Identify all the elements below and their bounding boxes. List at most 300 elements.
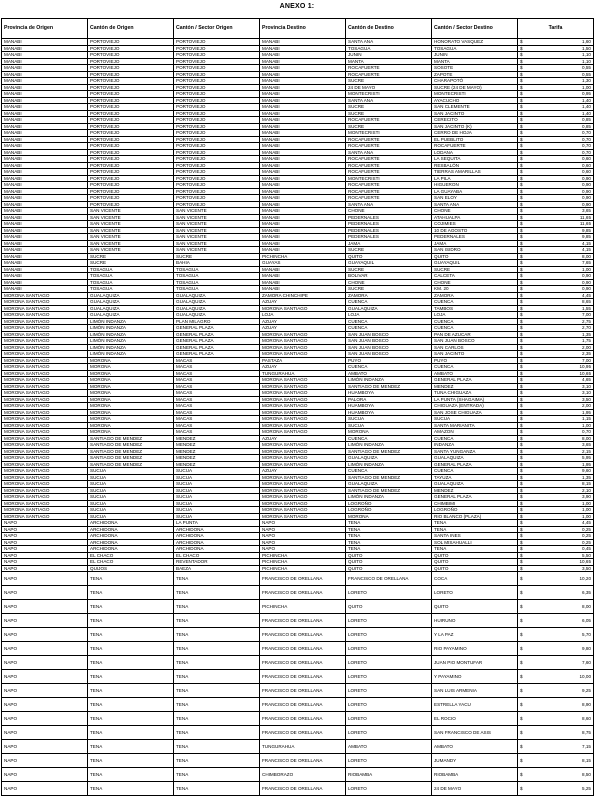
- cell-sector-origen: PORTOVIEJO: [174, 162, 260, 169]
- cell-tarifa: 2,00: [526, 344, 594, 351]
- cell-canton-destino: SUCRE: [346, 266, 432, 273]
- cell-tarifa: 9,85: [526, 234, 594, 241]
- cell-currency: $: [518, 586, 526, 600]
- cell-sector-origen: PORTOVIEJO: [174, 84, 260, 91]
- cell-canton-destino: QUITO: [346, 559, 432, 566]
- cell-tarifa: 0,60: [526, 162, 594, 169]
- cell-currency: $: [518, 642, 526, 656]
- cell-tarifa: 1,00: [526, 266, 594, 273]
- cell-provincia-origen: MANABI: [2, 65, 88, 72]
- cell-provincia-origen: MANABI: [2, 188, 88, 195]
- cell-provincia-destino: MORONA SANTIAGO: [260, 396, 346, 403]
- cell-sector-origen: MACAS: [174, 409, 260, 416]
- cell-provincia-origen: MORONA SANTIAGO: [2, 500, 88, 507]
- cell-tarifa: 0,70: [526, 143, 594, 150]
- cell-provincia-origen: MANABI: [2, 273, 88, 280]
- cell-canton-destino: BOLIVAR: [346, 273, 432, 280]
- cell-sector-origen: SUCUA: [174, 507, 260, 514]
- cell-currency: $: [518, 500, 526, 507]
- cell-provincia-origen: MANABI: [2, 234, 88, 241]
- cell-tarifa: 0,70: [526, 136, 594, 143]
- cell-canton-destino: SAN JUAN BOSCO: [346, 331, 432, 338]
- cell-provincia-origen: NAPO: [2, 559, 88, 566]
- cell-sector-destino: TENA: [432, 526, 518, 533]
- cell-tarifa: 0,90: [526, 273, 594, 280]
- cell-tarifa: 10,95: [526, 364, 594, 371]
- cell-canton-destino: LORETO: [346, 684, 432, 698]
- cell-canton-destino: GUALAQUIZA: [346, 481, 432, 488]
- cell-currency: $: [518, 104, 526, 111]
- cell-sector-origen: MENDEZ: [174, 435, 260, 442]
- cell-canton-destino: LOGROÑO: [346, 500, 432, 507]
- cell-provincia-origen: MANABI: [2, 97, 88, 104]
- cell-provincia-destino: FRANCISCO DE ORELLANA: [260, 586, 346, 600]
- cell-provincia-destino: PICHINCHA: [260, 253, 346, 260]
- cell-provincia-destino: AZUAY: [260, 299, 346, 306]
- cell-sector-destino: SOL MISAHUALLI: [432, 539, 518, 546]
- cell-provincia-origen: NAPO: [2, 684, 88, 698]
- cell-sector-origen: MENDEZ: [174, 442, 260, 449]
- cell-canton-origen: SUCRE: [88, 260, 174, 267]
- cell-sector-destino: ZAMORA: [432, 292, 518, 299]
- cell-provincia-destino: MANABI: [260, 201, 346, 208]
- cell-sector-origen: SAN VICENTE: [174, 208, 260, 215]
- table-row: [2, 754, 594, 768]
- cell-canton-origen: MORONA: [88, 429, 174, 436]
- cell-provincia-destino: MORONA SANTIAGO: [260, 461, 346, 468]
- cell-canton-destino: MORONA: [346, 513, 432, 520]
- cell-sector-origen: SUCUA: [174, 513, 260, 520]
- cell-sector-destino: GENERAL PLAZA: [432, 494, 518, 501]
- cell-sector-destino: QUITO: [432, 552, 518, 559]
- cell-sector-origen: MENDEZ: [174, 448, 260, 455]
- cell-currency: $: [518, 614, 526, 628]
- cell-provincia-destino: CHIMBORAZO: [260, 768, 346, 782]
- cell-sector-origen: SAN VICENTE: [174, 221, 260, 228]
- cell-canton-destino: LORETO: [346, 782, 432, 796]
- table-row: [2, 614, 594, 628]
- cell-currency: $: [518, 39, 526, 46]
- cell-provincia-origen: MANABI: [2, 58, 88, 65]
- cell-provincia-destino: MORONA SANTIAGO: [260, 305, 346, 312]
- cell-sector-destino: ROCAFUERTE: [432, 143, 518, 150]
- cell-sector-destino: QUITO: [432, 559, 518, 566]
- cell-provincia-origen: MANABI: [2, 214, 88, 221]
- cell-canton-destino: FRANCISCO DE ORELLANA: [346, 572, 432, 586]
- cell-currency: $: [518, 416, 526, 423]
- cell-sector-destino: ZAPOTE: [432, 71, 518, 78]
- cell-sector-origen: TENA: [174, 698, 260, 712]
- cell-provincia-destino: MANABI: [260, 182, 346, 189]
- cell-canton-origen: TENA: [88, 656, 174, 670]
- cell-tarifa: 1,10: [526, 58, 594, 65]
- cell-currency: $: [518, 448, 526, 455]
- cell-sector-origen: PORTOVIEJO: [174, 169, 260, 176]
- cell-sector-destino: CUENCA: [432, 468, 518, 475]
- cell-provincia-destino: FRANCISCO DE ORELLANA: [260, 684, 346, 698]
- cell-tarifa: 8,00: [526, 253, 594, 260]
- cell-currency: $: [518, 247, 526, 254]
- cell-sector-destino: EL PUEBLITO: [432, 136, 518, 143]
- cell-canton-origen: MORONA: [88, 357, 174, 364]
- cell-tarifa: 1,40: [526, 104, 594, 111]
- cell-currency: $: [518, 782, 526, 796]
- cell-canton-destino: TENA: [346, 546, 432, 553]
- cell-sector-origen: MACAS: [174, 383, 260, 390]
- cell-sector-origen: PLAN MILAGRO: [174, 318, 260, 325]
- cell-canton-origen: TENA: [88, 740, 174, 754]
- cell-sector-destino: GUALAQUIZA: [432, 455, 518, 462]
- cell-currency: $: [518, 487, 526, 494]
- cell-canton-origen: TENA: [88, 628, 174, 642]
- cell-canton-origen: ARCHIDONA: [88, 520, 174, 527]
- cell-canton-destino: CUENCA: [346, 299, 432, 306]
- cell-tarifa: 11,65: [526, 214, 594, 221]
- cell-sector-destino: CERRO DE HOJA: [432, 130, 518, 137]
- cell-sector-destino: TOSAGUA: [432, 45, 518, 52]
- cell-tarifa: 0,90: [526, 175, 594, 182]
- cell-tarifa: 9,60: [526, 468, 594, 475]
- cell-sector-destino: Y LA PAZ: [432, 628, 518, 642]
- cell-canton-origen: PORTOVIEJO: [88, 156, 174, 163]
- cell-tarifa: 2,35: [526, 351, 594, 358]
- cell-tarifa: 1,30: [526, 78, 594, 85]
- cell-tarifa: 7,00: [526, 312, 594, 319]
- cell-canton-origen: MORONA: [88, 416, 174, 423]
- cell-sector-destino: TUNA CHIGUAZA: [432, 390, 518, 397]
- cell-tarifa: 5,70: [526, 628, 594, 642]
- cell-currency: $: [518, 331, 526, 338]
- cell-canton-destino: MONTECRISTI: [346, 175, 432, 182]
- cell-currency: $: [518, 208, 526, 215]
- cell-canton-origen: SUCUA: [88, 494, 174, 501]
- cell-provincia-destino: MORONA SANTIAGO: [260, 487, 346, 494]
- cell-canton-destino: MONTECRISTI: [346, 91, 432, 98]
- cell-sector-destino: MENDEZ: [432, 487, 518, 494]
- cell-provincia-destino: MORONA SANTIAGO: [260, 513, 346, 520]
- cell-canton-origen: SUCUA: [88, 507, 174, 514]
- cell-sector-destino: JUMANDY: [432, 754, 518, 768]
- cell-canton-origen: MORONA: [88, 396, 174, 403]
- cell-currency: $: [518, 78, 526, 85]
- cell-sector-origen: TENA: [174, 726, 260, 740]
- cell-provincia-origen: NAPO: [2, 754, 88, 768]
- cell-canton-origen: TENA: [88, 768, 174, 782]
- cell-canton-destino: MORONA: [346, 429, 432, 436]
- cell-provincia-origen: NAPO: [2, 614, 88, 628]
- cell-provincia-origen: NAPO: [2, 526, 88, 533]
- cell-sector-origen: TENA: [174, 586, 260, 600]
- cell-canton-origen: PORTOVIEJO: [88, 78, 174, 85]
- cell-canton-destino: ROCAFUERTE: [346, 156, 432, 163]
- cell-provincia-destino: MANABI: [260, 110, 346, 117]
- cell-provincia-origen: MORONA SANTIAGO: [2, 299, 88, 306]
- cell-currency: $: [518, 698, 526, 712]
- cell-canton-destino: SUCRE: [346, 110, 432, 117]
- cell-canton-origen: PORTOVIEJO: [88, 149, 174, 156]
- cell-canton-destino: ROCAFUERTE: [346, 188, 432, 195]
- cell-canton-destino: MANTA: [346, 58, 432, 65]
- cell-currency: $: [518, 91, 526, 98]
- cell-canton-origen: TENA: [88, 684, 174, 698]
- cell-sector-origen: PORTOVIEJO: [174, 136, 260, 143]
- cell-canton-origen: SAN VICENTE: [88, 234, 174, 241]
- cell-provincia-destino: NAPO: [260, 526, 346, 533]
- cell-currency: $: [518, 234, 526, 241]
- cell-canton-origen: GUALAQUIZA: [88, 312, 174, 319]
- cell-sector-origen: ARCHIDONA: [174, 546, 260, 553]
- cell-currency: $: [518, 97, 526, 104]
- cell-sector-origen: TENA: [174, 572, 260, 586]
- cell-tarifa: 7,60: [526, 656, 594, 670]
- cell-tarifa: 3,90: [526, 494, 594, 501]
- cell-provincia-destino: FRANCISCO DE ORELLANA: [260, 698, 346, 712]
- cell-currency: $: [518, 377, 526, 384]
- cell-canton-origen: SAN VICENTE: [88, 247, 174, 254]
- cell-tarifa: 4,65: [526, 377, 594, 384]
- cell-canton-origen: MORONA: [88, 409, 174, 416]
- cell-provincia-destino: FRANCISCO DE ORELLANA: [260, 614, 346, 628]
- cell-canton-origen: LIMÓN INDANZA: [88, 325, 174, 332]
- cell-currency: $: [518, 494, 526, 501]
- cell-tarifa: 9,80: [526, 642, 594, 656]
- cell-tarifa: 8,00: [526, 435, 594, 442]
- cell-canton-destino: HUAMBOYA: [346, 409, 432, 416]
- cell-canton-destino: LORETO: [346, 614, 432, 628]
- cell-provincia-destino: TUNGURAHUA: [260, 370, 346, 377]
- cell-canton-destino: QUITO: [346, 565, 432, 572]
- cell-currency: $: [518, 656, 526, 670]
- cell-tarifa: 5,25: [526, 782, 594, 796]
- cell-currency: $: [518, 136, 526, 143]
- cell-sector-origen: PORTOVIEJO: [174, 58, 260, 65]
- cell-sector-origen: MACAS: [174, 370, 260, 377]
- cell-sector-origen: MACAS: [174, 429, 260, 436]
- table-row: [2, 768, 594, 782]
- cell-canton-origen: SUCUA: [88, 487, 174, 494]
- cell-provincia-destino: MORONA SANTIAGO: [260, 409, 346, 416]
- cell-currency: $: [518, 305, 526, 312]
- cell-tarifa: 7,65: [526, 260, 594, 267]
- cell-canton-origen: GUALAQUIZA: [88, 292, 174, 299]
- cell-canton-origen: PORTOVIEJO: [88, 195, 174, 202]
- cell-canton-origen: PORTOVIEJO: [88, 182, 174, 189]
- cell-provincia-origen: MANABI: [2, 156, 88, 163]
- cell-tarifa: 11,65: [526, 221, 594, 228]
- cell-canton-destino: ZAMORA: [346, 292, 432, 299]
- cell-currency: $: [518, 71, 526, 78]
- cell-tarifa: 8,00: [526, 600, 594, 614]
- cell-sector-origen: GENERAL PLAZA: [174, 344, 260, 351]
- cell-currency: $: [518, 684, 526, 698]
- cell-provincia-origen: MORONA SANTIAGO: [2, 494, 88, 501]
- cell-sector-origen: PORTOVIEJO: [174, 130, 260, 137]
- cell-canton-destino: CHONE: [346, 279, 432, 286]
- cell-currency: $: [518, 461, 526, 468]
- cell-tarifa: 0,60: [526, 156, 594, 163]
- cell-canton-destino: SAN JUAN BOSCO: [346, 344, 432, 351]
- cell-sector-origen: PORTOVIEJO: [174, 156, 260, 163]
- cell-canton-destino: SAN JUAN BOSCO: [346, 338, 432, 345]
- cell-currency: $: [518, 169, 526, 176]
- document-title: ANEXO 1:: [279, 3, 315, 10]
- cell-sector-origen: PORTOVIEJO: [174, 149, 260, 156]
- cell-tarifa: 8,75: [526, 726, 594, 740]
- cell-currency: $: [518, 221, 526, 228]
- cell-sector-origen: EL CHACO: [174, 552, 260, 559]
- cell-tarifa: 7,00: [526, 357, 594, 364]
- cell-canton-origen: PORTOVIEJO: [88, 175, 174, 182]
- cell-sector-origen: TENA: [174, 600, 260, 614]
- cell-provincia-destino: MANABI: [260, 169, 346, 176]
- cell-provincia-origen: MORONA SANTIAGO: [2, 487, 88, 494]
- cell-sector-origen: MACAS: [174, 364, 260, 371]
- cell-provincia-origen: MANABI: [2, 279, 88, 286]
- cell-provincia-destino: MORONA SANTIAGO: [260, 351, 346, 358]
- cell-canton-destino: TOSAGUA: [346, 45, 432, 52]
- cell-canton-origen: GUALAQUIZA: [88, 299, 174, 306]
- cell-provincia-destino: GUAYAS: [260, 260, 346, 267]
- cell-currency: $: [518, 481, 526, 488]
- header-provincia-origen: Provincia de Origen: [2, 19, 88, 39]
- cell-sector-origen: GUALAQUIZA: [174, 292, 260, 299]
- cell-canton-origen: SANTIAGO DE MENDEZ: [88, 455, 174, 462]
- cell-tarifa: 1,55: [526, 305, 594, 312]
- cell-sector-origen: PORTOVIEJO: [174, 117, 260, 124]
- cell-tarifa: 10,65: [526, 559, 594, 566]
- cell-currency: $: [518, 370, 526, 377]
- cell-tarifa: 0,85: [526, 117, 594, 124]
- cell-canton-destino: LORETO: [346, 712, 432, 726]
- table-row: [2, 656, 594, 670]
- cell-canton-origen: PORTOVIEJO: [88, 84, 174, 91]
- cell-sector-destino: LORETO: [432, 586, 518, 600]
- cell-canton-origen: PORTOVIEJO: [88, 91, 174, 98]
- cell-sector-destino: PUYO: [432, 357, 518, 364]
- cell-currency: $: [518, 58, 526, 65]
- cell-provincia-destino: FRANCISCO DE ORELLANA: [260, 726, 346, 740]
- cell-sector-origen: GENERAL PLAZA: [174, 351, 260, 358]
- header-canton-destino: Cantón de Destino: [346, 19, 432, 39]
- cell-provincia-destino: MORONA SANTIAGO: [260, 500, 346, 507]
- cell-canton-destino: LIMÓN INDANZA: [346, 377, 432, 384]
- cell-provincia-destino: MANABI: [260, 162, 346, 169]
- cell-sector-origen: TENA: [174, 754, 260, 768]
- cell-canton-destino: SUCUA: [346, 422, 432, 429]
- cell-canton-destino: PUYO: [346, 357, 432, 364]
- cell-sector-origen: PORTOVIEJO: [174, 182, 260, 189]
- header-sector-origen: Cantón / Sector Origen: [174, 19, 260, 39]
- cell-sector-origen: PORTOVIEJO: [174, 143, 260, 150]
- cell-sector-destino: TIERRAS AMARILLAS: [432, 169, 518, 176]
- cell-provincia-destino: MANABI: [260, 58, 346, 65]
- cell-canton-destino: ROCAFUERTE: [346, 136, 432, 143]
- cell-canton-origen: QUIJOS: [88, 565, 174, 572]
- cell-sector-destino: JUAN PIO MONTUFAR: [432, 656, 518, 670]
- cell-sector-destino: LA PUNTA (SHAGAIMA): [432, 396, 518, 403]
- cell-sector-destino: HUIRUNO: [432, 614, 518, 628]
- table-row: [2, 712, 594, 726]
- cell-provincia-origen: NAPO: [2, 539, 88, 546]
- cell-canton-destino: HUAMBOYA: [346, 403, 432, 410]
- cell-canton-origen: MORONA: [88, 403, 174, 410]
- cell-sector-destino: CHONE: [432, 279, 518, 286]
- cell-sector-destino: LODANA: [432, 149, 518, 156]
- cell-tarifa: 0,45: [526, 546, 594, 553]
- cell-currency: $: [518, 117, 526, 124]
- cell-canton-origen: MORONA: [88, 377, 174, 384]
- cell-canton-destino: SUCRE: [346, 78, 432, 85]
- cell-tarifa: 4,45: [526, 292, 594, 299]
- cell-sector-origen: LA PUNTA: [174, 520, 260, 527]
- cell-currency: $: [518, 312, 526, 319]
- cell-sector-destino: CUENCA: [432, 299, 518, 306]
- cell-sector-destino: CUENCA: [432, 325, 518, 332]
- cell-tarifa: 4,15: [526, 247, 594, 254]
- cell-tarifa: 0,90: [526, 188, 594, 195]
- cell-sector-origen: GENERAL PLAZA: [174, 325, 260, 332]
- cell-provincia-destino: MANABI: [260, 266, 346, 273]
- cell-sector-origen: SAN VICENTE: [174, 240, 260, 247]
- cell-sector-destino: TAMBOS: [432, 305, 518, 312]
- cell-canton-destino: CHONE: [346, 208, 432, 215]
- cell-canton-origen: LIMÓN INDANZA: [88, 331, 174, 338]
- cell-canton-origen: SAN VICENTE: [88, 240, 174, 247]
- cell-currency: $: [518, 253, 526, 260]
- cell-canton-origen: PORTOVIEJO: [88, 110, 174, 117]
- cell-canton-origen: SUCUA: [88, 474, 174, 481]
- cell-currency: $: [518, 533, 526, 540]
- cell-canton-origen: PORTOVIEJO: [88, 71, 174, 78]
- cell-provincia-destino: NAPO: [260, 520, 346, 527]
- cell-tarifa: 0,90: [526, 286, 594, 293]
- cell-sector-destino: RESBALÓN: [432, 162, 518, 169]
- cell-canton-origen: SAN VICENTE: [88, 227, 174, 234]
- cell-sector-origen: MENDEZ: [174, 461, 260, 468]
- cell-provincia-origen: MORONA SANTIAGO: [2, 422, 88, 429]
- cell-sector-destino: TENA: [432, 546, 518, 553]
- cell-provincia-origen: MANABI: [2, 286, 88, 293]
- cell-sector-destino: JAMA: [432, 240, 518, 247]
- cell-canton-origen: PORTOVIEJO: [88, 58, 174, 65]
- cell-sector-destino: ESTRELLA YACU: [432, 698, 518, 712]
- cell-provincia-origen: MORONA SANTIAGO: [2, 429, 88, 436]
- cell-canton-origen: SANTIAGO DE MENDEZ: [88, 435, 174, 442]
- cell-canton-destino: LIMÓN INDANZA: [346, 442, 432, 449]
- cell-tarifa: 1,10: [526, 52, 594, 59]
- cell-canton-origen: SUCRE: [88, 253, 174, 260]
- cell-tarifa: 0,60: [526, 169, 594, 176]
- cell-provincia-origen: MORONA SANTIAGO: [2, 435, 88, 442]
- cell-sector-origen: BAEZA: [174, 565, 260, 572]
- cell-sector-destino: 24 DE MAYO: [432, 782, 518, 796]
- cell-tarifa: 1,50: [526, 45, 594, 52]
- cell-tarifa: 1,40: [526, 110, 594, 117]
- cell-provincia-origen: MANABI: [2, 104, 88, 111]
- cell-provincia-origen: MORONA SANTIAGO: [2, 481, 88, 488]
- cell-sector-destino: SANTA YUNGANZA: [432, 448, 518, 455]
- cell-provincia-origen: MANABI: [2, 175, 88, 182]
- cell-currency: $: [518, 442, 526, 449]
- cell-canton-destino: PEDERNALES: [346, 214, 432, 221]
- cell-currency: $: [518, 240, 526, 247]
- cell-canton-destino: GUALAQUIZA: [346, 305, 432, 312]
- cell-provincia-origen: MANABI: [2, 45, 88, 52]
- cell-provincia-origen: NAPO: [2, 782, 88, 796]
- cell-sector-origen: PORTOVIEJO: [174, 188, 260, 195]
- cell-canton-destino: SANTIAGO DE MENDEZ: [346, 448, 432, 455]
- cell-sector-destino: AMBATO: [432, 370, 518, 377]
